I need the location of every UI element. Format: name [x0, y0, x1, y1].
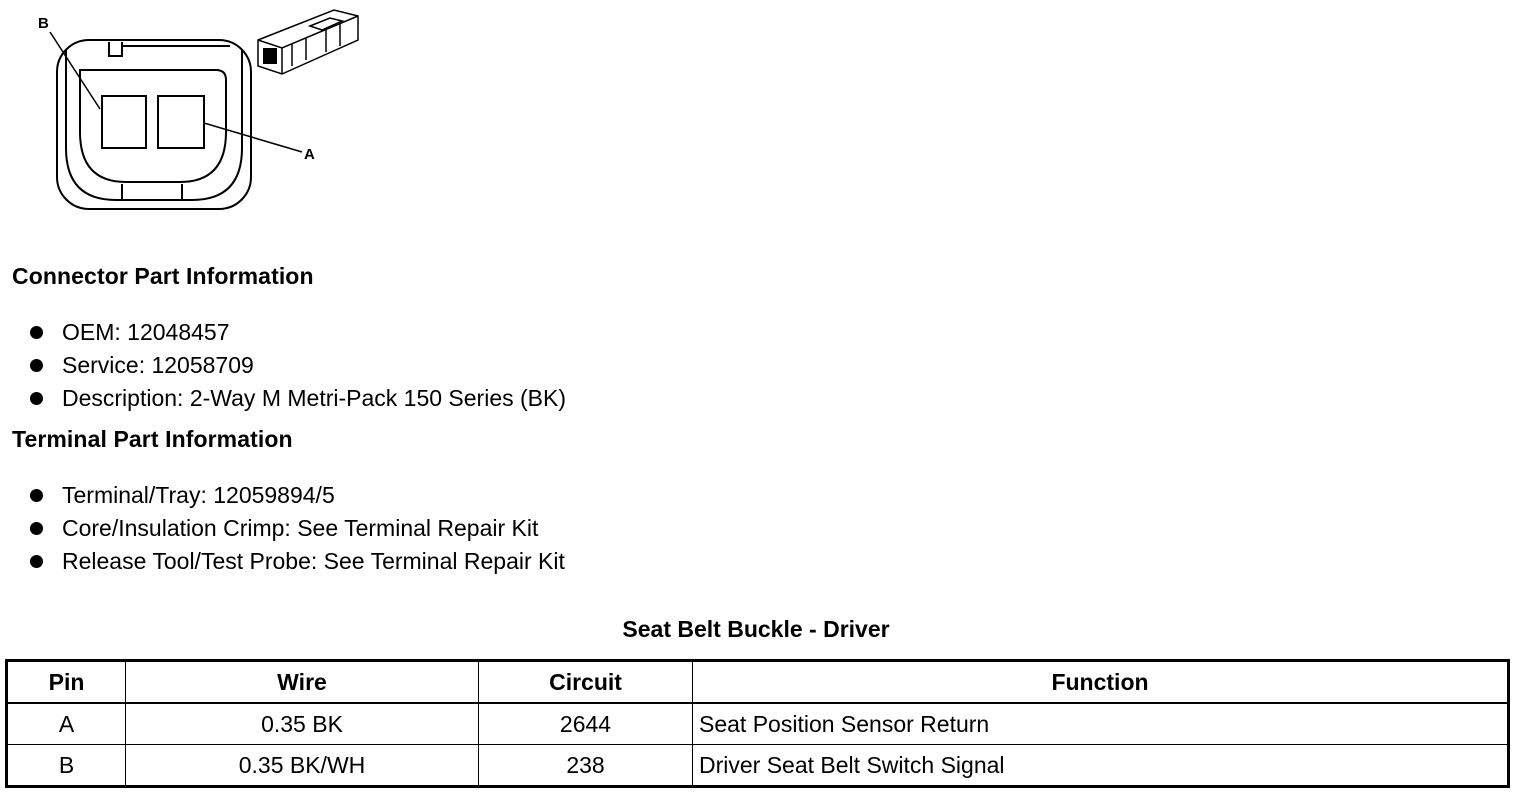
- bullet-icon: [30, 489, 43, 502]
- column-header-circuit: Circuit: [479, 661, 693, 704]
- connector-housing-inner: [66, 50, 242, 200]
- callout-a-label: A: [304, 146, 315, 163]
- list-item: [0, 479, 565, 512]
- list-item: [0, 316, 566, 349]
- column-header-function: Function: [693, 661, 1509, 704]
- list-item-text: Release Tool/Test Probe: See Terminal Repair Kit: [62, 548, 565, 574]
- list-item-text: OEM: 12048457: [62, 319, 230, 345]
- list-item: [0, 382, 566, 415]
- list-item: [0, 349, 566, 382]
- bullet-icon: [30, 522, 43, 535]
- connector-latch-bar: [122, 184, 182, 200]
- connector-part-info-heading: Connector Part Information: [12, 263, 314, 289]
- cell-wire: 0.35 BK/WH: [126, 745, 479, 787]
- column-header-pin: Pin: [7, 661, 126, 704]
- cell-pin: B: [7, 745, 126, 787]
- connector-isometric-icon: [258, 10, 358, 74]
- table-row: [7, 703, 1509, 745]
- list-item-text: Description: 2-Way M Metri-Pack 150 Series (BK): [62, 385, 567, 411]
- callout-a-leader: [204, 123, 302, 152]
- list-item: [0, 512, 565, 545]
- cell-wire: 0.35 BK: [126, 703, 479, 745]
- bullet-icon: [30, 326, 43, 339]
- list-item-text: Terminal/Tray: 12059894/5: [62, 482, 335, 508]
- cell-circuit: 2644: [479, 703, 693, 745]
- list-item: [0, 545, 565, 578]
- bullet-icon: [30, 359, 43, 372]
- table-row: [7, 745, 1509, 787]
- cell-function: Seat Position Sensor Return: [693, 703, 1509, 745]
- bullet-icon: [30, 392, 43, 405]
- pin-out-table: [5, 659, 1510, 788]
- table-title: Seat Belt Buckle - Driver: [622, 616, 890, 642]
- callout-b-label: B: [38, 15, 49, 32]
- cell-function: Driver Seat Belt Switch Signal: [693, 745, 1509, 787]
- cell-circuit: 238: [479, 745, 693, 787]
- connector-part-info-list: [0, 316, 566, 415]
- terminal-part-info-heading: Terminal Part Information: [12, 426, 293, 452]
- list-item-text: Service: 12058709: [62, 352, 254, 378]
- connector-face-diagram: [30, 4, 370, 214]
- bullet-icon: [30, 555, 43, 568]
- terminal-part-info-list: [0, 479, 565, 578]
- list-item-text: Core/Insulation Crimp: See Terminal Repair Kit: [62, 515, 539, 541]
- table-header-row: [7, 661, 1509, 704]
- cavity-a: [158, 96, 204, 148]
- connector-key-notch: [109, 42, 230, 56]
- cell-pin: A: [7, 703, 126, 745]
- column-header-wire: Wire: [126, 661, 479, 704]
- cavity-b: [102, 96, 146, 148]
- connector-housing-outer: [57, 40, 251, 209]
